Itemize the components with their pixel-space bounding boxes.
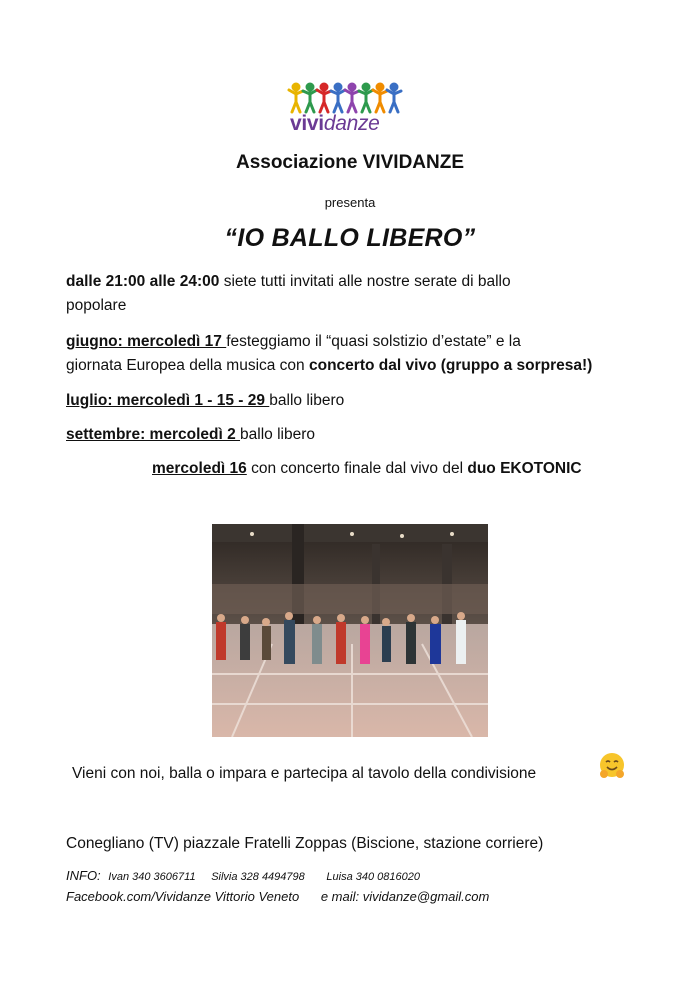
june-concert: concerto dal vivo (gruppo a sorpresa!)	[308, 357, 593, 374]
dancers-logo-icon	[286, 82, 416, 114]
contact-silvia: Silvia 328 4494798	[211, 871, 305, 883]
hugging-face-icon	[598, 752, 626, 780]
september-final-band: duo EKOTONIC	[467, 460, 582, 477]
june-text-2: giornata Europea della musica con	[66, 357, 309, 374]
september-text: ballo libero	[240, 426, 315, 443]
schedule-june	[66, 330, 646, 378]
invite-text: Vieni con noi, balla o impara e partecipa al tavolo della condivisione	[72, 765, 537, 782]
september-final-label: mercoledì 16	[152, 460, 247, 477]
july-text: ballo libero	[269, 392, 345, 409]
vividanze-logo	[286, 82, 416, 142]
intro-paragraph	[66, 270, 646, 318]
intro-text-2: popolare	[66, 297, 127, 314]
presents-label: presenta	[324, 195, 376, 210]
organization-name: Associazione VIVIDANZE	[235, 152, 465, 173]
june-label: giugno: mercoledì 17	[66, 333, 227, 350]
schedule-july	[66, 389, 646, 413]
logo-vivi: vivi	[290, 112, 324, 135]
contact-luisa: Luisa 340 0816020	[326, 871, 420, 883]
facebook-link[interactable]: Facebook.com/Vividanze Vittorio Veneto	[66, 889, 300, 904]
social-row	[66, 889, 489, 904]
event-title: “IO BALLO LIBERO”	[224, 224, 476, 252]
contact-ivan: Ivan 340 3606711	[108, 871, 196, 883]
schedule-september-final	[152, 457, 662, 481]
location: Conegliano (TV) piazzale Fratelli Zoppas (Biscione, stazione corriere)	[66, 835, 544, 852]
intro-time: dalle 21:00 alle 24:00	[66, 273, 220, 290]
intro-text-1: siete tutti invitati alle nostre serate di ballo	[219, 273, 511, 290]
email-link[interactable]: e mail: vividanze@gmail.com	[320, 889, 490, 904]
july-label: luglio: mercoledì 1 - 15 - 29	[66, 392, 270, 409]
logo-wordmark	[290, 112, 380, 136]
september-label: settembre: mercoledì 2	[66, 426, 241, 443]
info-label: INFO:	[66, 868, 101, 883]
contacts-row	[66, 868, 420, 883]
logo-danze: danze	[323, 112, 380, 135]
schedule-september	[66, 423, 646, 447]
dancers-photo	[212, 524, 488, 737]
june-text-1: festeggiamo il “quasi solstizio d’estate” e la	[226, 333, 521, 350]
september-final-text: con concerto finale dal vivo del	[246, 460, 468, 477]
